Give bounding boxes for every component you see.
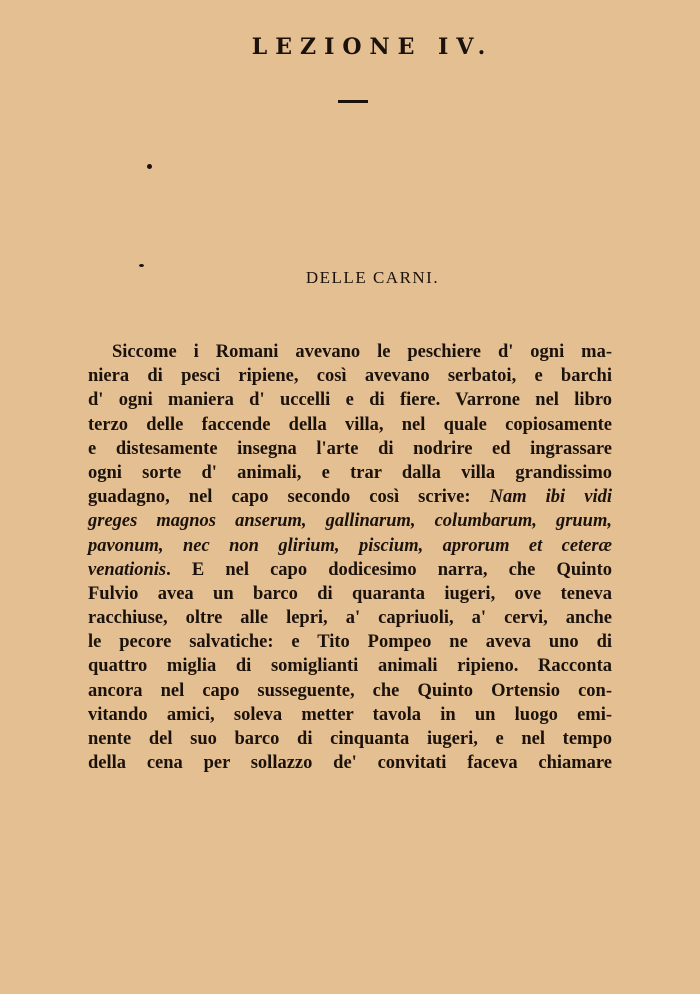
text-segment: ancora nel capo susseguente, che Quinto Ortensio con-: [88, 680, 612, 701]
text-segment: guadagno, nel capo secondo così scrive:: [88, 487, 490, 508]
text-line: [88, 727, 612, 751]
text-line: [88, 751, 612, 775]
text-segment: niera di pesci ripiene, così avevano serbatoi, e barchi: [88, 366, 612, 387]
text-line: [88, 703, 612, 727]
text-line: [88, 388, 612, 412]
text-line: [88, 582, 612, 606]
latin-quote: venationis: [88, 559, 167, 580]
latin-quote: pavonum, nec non glirium, piscium, aprorum et ceteræ: [88, 535, 612, 556]
ink-speck: [147, 164, 152, 169]
text-line: [88, 630, 612, 654]
body-paragraph: [88, 340, 612, 775]
text-segment: . E nel capo dodicesimo narra, che Quinto: [166, 559, 612, 580]
text-segment: racchiuse, oltre alle lepri, a' capriuoli, a' cervi, anche: [88, 608, 612, 629]
text-segment: le pecore salvatiche: e Tito Pompeo ne aveva uno di: [88, 632, 612, 653]
text-segment: nente del suo barco di cinquanta iugeri, e nel tempo: [88, 729, 612, 749]
ink-speck: [139, 264, 144, 267]
text-segment: Siccome i Romani avevano le peschiere d' ogni ma-: [112, 342, 612, 362]
latin-quote: Nam ibi vidi: [489, 487, 612, 508]
text-line: [88, 340, 612, 364]
text-line: [88, 413, 612, 437]
text-segment: e distesamente insegna l'arte di nodrire ed ingrassare: [88, 438, 612, 459]
text-segment: d' ogni maniera d' uccelli e di fiere. Varrone nel libro: [88, 390, 612, 411]
text-segment: della cena per sollazzo de' convitati faceva chiamare: [88, 753, 612, 774]
latin-quote: greges magnos anserum, gallinarum, columbarum, gruum,: [88, 511, 612, 532]
text-line: [88, 509, 612, 533]
text-segment: vitando amici, soleva metter tavola in un luogo emi-: [88, 704, 612, 725]
lesson-title: LEZIONE IV.: [251, 34, 494, 60]
title-rule: [338, 100, 368, 103]
text-line: [88, 679, 612, 703]
text-line: [88, 654, 612, 678]
section-title: DELLE CARNI.: [305, 268, 440, 287]
text-segment: terzo delle faccende della villa, nel quale copiosamente: [88, 414, 612, 435]
text-segment: quattro miglia di somiglianti animali ripieno. Racconta: [88, 656, 612, 677]
text-line: [88, 437, 612, 461]
text-segment: ogni sorte d' animali, e trar dalla villa grandissimo: [88, 462, 612, 483]
text-line: [88, 485, 612, 509]
text-line: [88, 534, 612, 558]
text-line: [88, 364, 612, 388]
text-line: [88, 606, 612, 630]
text-line: [88, 558, 612, 582]
text-line: [88, 461, 612, 485]
text-segment: Fulvio avea un barco di quaranta iugeri, ove teneva: [88, 583, 612, 604]
